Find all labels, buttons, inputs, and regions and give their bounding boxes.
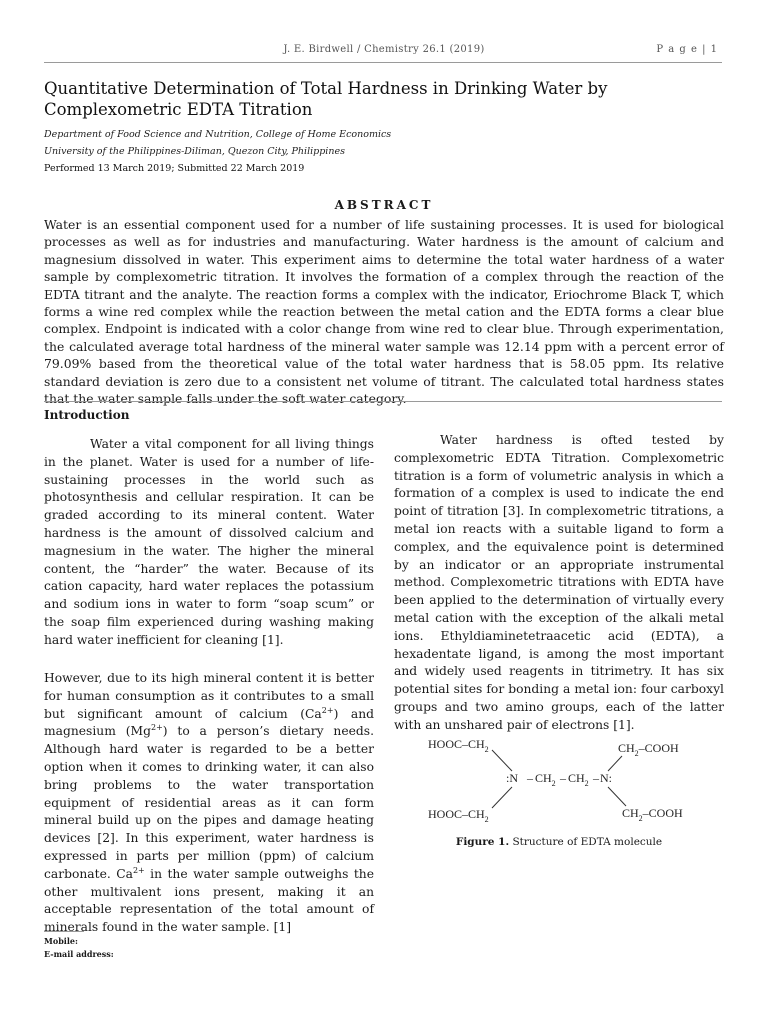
bond-top-right — [608, 756, 622, 771]
bond-bottom-right — [608, 787, 626, 806]
p2-text-a: However, due to its high mineral content it is better for human consumption as it contributes to a small but significant amount of calcium (Ca — [44, 671, 374, 721]
backbone-ch2-a: $CH_2$ — [535, 771, 556, 788]
calcium-charge: 2+ — [321, 705, 334, 715]
abstract-text: Water is an essential component used for a number of life sustaining processes. It is used for biological processes as well as for industries and manufacturing. Water hardness is the amount of calcium and magnesium dissolved in water. This experiment aims to determine the total water hardness of a water sample by complexometric titration. It involves the formation of a complex through the reaction of the EDTA titrant and the analyte. The reaction forms a complex with the indicator, Eriochrome Black T, which forms a wine red complex while the reaction between the metal cation and the EDTA forms a clear blue complex. Endpoint is indicated with a color change from wine red to clear blue. Through experimentation, the calculated average total hardness of the mineral water sample was 12.14 ppm with a percent error of 79.09% based from the theoretical value of the total water hardness that is 58.05 ppm. Its relative standard deviation is zero due to a consistent net volume of titrant. The calculated total hardness states that the water sample falls under the soft water category. — [44, 217, 724, 407]
svg-text:–: – — [560, 771, 566, 785]
bond-top-left — [492, 750, 512, 771]
footnote-divider — [44, 931, 84, 932]
p2-text-d: in the water sample outweighs the other multivalent ions present, making it an acceptable representation of the total amount of minerals found in the water sample. [1] — [44, 866, 374, 935]
edta-structure-diagram — [418, 732, 718, 828]
page-number: P a g e | 1 — [656, 44, 718, 55]
footnote-mobile: Mobile: — [44, 936, 78, 946]
affiliation-university: University of the Philippines-Diliman, Quezon City, Philippines — [44, 146, 345, 157]
figure-caption — [394, 836, 724, 848]
nitrogen-right: N: — [600, 771, 612, 785]
intro-paragraph-2 — [44, 670, 374, 937]
group-top-left: HOOC–$CH_2$ — [428, 737, 489, 754]
paper-title: Quantitative Determination of Total Hardness in Drinking Water by Complexometric EDTA Titration — [44, 79, 608, 119]
magnesium-charge: 2+ — [150, 723, 163, 733]
edta-structure-figure — [418, 732, 718, 828]
bond-bottom-left — [492, 787, 512, 808]
intro-paragraph-1: Water a vital component for all living things in the planet. Water is used for a number of life-sustaining processes in the world such as photosynthesis and cellular respiration. It can be graded according to its mineral content. Water hardness is the amount of dissolved calcium and magnesium in the water. The higher the mineral content, the “harder” the water. Because of its cation capacity, hard water replaces the potassium and sodium ions in water to form “soap scum” or the soap film experienced during washing making hard water inefficient for cleaning [1]. — [44, 437, 374, 647]
affiliation-department: Department of Food Science and Nutrition, College of Home Economics — [44, 129, 392, 140]
p2-text-c: ) to a person’s dietary needs. Although hard water is regarded to be a better option when it comes to drinking water, it can also bring problems to the water transportation equipment of residential areas as it can form mineral build up on the pipes and damage heating devices [2]. In this experiment, water hardness is expressed in parts per million (ppm) of calcium carbonate. Ca — [44, 724, 374, 881]
running-header: J. E. Birdwell / Chemistry 26.1 (2019) — [283, 44, 485, 55]
intro-paragraph-3: Water hardness is ofted tested by complexometric EDTA Titration. Complexometric titration is a form of volumetric analysis in which a formation of a complex is used to indicate the end point of titration [3]. In complexometric titrations, a metal ion reacts with a suitable ligand to form a complex, and the equivalence point is determined by an indicator or an appropriate instrumental method. Complexometric titrations with EDTA have been applied to the determination of virtually every metal cation with the exception of the alkali metal ions. Ethyldiaminetetraacetic acid (EDTA), a hexadentate ligand, is among the most important and widely used reagents in titrimetry. It has six potential sites for bonding a metal ion: four carboxyl groups and two amino groups, each of the latter with an unshared pair of electrons [1]. — [394, 433, 724, 732]
figure-label: Figure 1. — [455, 836, 510, 848]
p2-text-b: ) and magnesium (Mg — [44, 706, 374, 739]
group-top-right: $CH_2$–COOH — [618, 741, 679, 758]
nitrogen-left: :N — [506, 771, 518, 785]
figure-caption-text: Structure of EDTA molecule — [509, 836, 663, 848]
svg-text:–: – — [593, 771, 599, 785]
abstract-divider — [44, 401, 722, 402]
backbone-ch2-b: $CH_2$ — [568, 771, 589, 788]
group-bottom-right: $CH_2$–COOH — [622, 806, 683, 823]
svg-text:–: – — [527, 771, 533, 785]
group-bottom-left: HOOC–$CH_2$ — [428, 807, 489, 824]
calcium-charge-2: 2+ — [132, 865, 145, 875]
abstract-heading: ABSTRACT — [334, 198, 434, 212]
introduction-heading: Introduction — [44, 408, 130, 422]
footnote-email: E-mail address: — [44, 949, 114, 959]
header-divider — [44, 62, 722, 63]
submission-dates: Performed 13 March 2019; Submitted 22 March 2019 — [44, 163, 305, 174]
